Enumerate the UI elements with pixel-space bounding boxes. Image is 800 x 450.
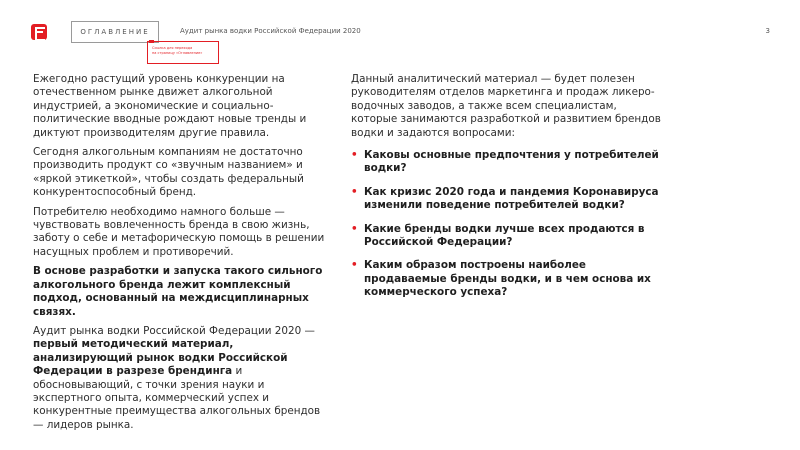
paragraph-2: Сегодня алкогольным компаниям не достаточно производить продукт со «звучным названием» и «яркой этикеткой», чтобы создать федеральный конкурентоспособный бренд.: [33, 146, 304, 199]
paragraph-4-bold: В основе разработки и запуска такого сильного алкогольного бренда лежит комплексный подход, основанный на междисциплинарных связях.: [33, 265, 323, 318]
tooltip-line-2: на страницу «Оглавление»: [152, 51, 203, 55]
bullet-icon: •: [351, 149, 358, 162]
question-item: [351, 149, 661, 176]
toc-tooltip: [147, 41, 219, 64]
right-intro: Данный аналитический материал — будет полезен руководителям отделов маркетинга и продаж ликеро-водочных заводов, а также всем специалистам, которые занимаются разработкой и развитием брендов водки и задаются вопросами:: [351, 73, 661, 139]
paragraph-4: [33, 265, 333, 319]
paragraph-3: Потребителю необходимо намного больше — чувствовать вовлеченность бренда в свою жизнь, заботу о себе и метафорическую помощь в решении насущных проблем и противоречий.: [33, 205, 325, 258]
bullet-icon: •: [351, 222, 358, 235]
toc-button[interactable]: ОГЛАВЛЕНИЕ: [71, 21, 159, 43]
left-column: [33, 73, 333, 438]
question-text: Как кризис 2020 года и пандемия Коронавируса изменили поведение потребителей водки?: [364, 185, 659, 212]
paragraph-5: [33, 325, 333, 432]
question-item: [351, 186, 661, 213]
document-title: Аудит рынка водки Российской Федерации 2020: [180, 27, 361, 35]
bullet-icon: •: [351, 259, 358, 272]
question-item: [351, 259, 661, 299]
paragraph-5-bold: первый методический материал, анализирующий рынок водки Российской Федерации в разрезе брендинга: [33, 338, 288, 378]
question-text: Каким образом построены наиболее продаваемые бренды водки, и в чем основа их коммерческого успеха?: [364, 259, 651, 299]
bullet-icon: •: [351, 185, 358, 198]
paragraph-1: Ежегодно растущий уровень конкуренции на отечественном рынке движет алкогольной индустрией, а экономические и социально-политические вводные рождают новые тренды и диктуют производителям другие правила.: [33, 73, 307, 139]
paragraph-5-end: и обосновывающий, с точки зрения науки и экспертного опыта, коммерческий успех и конкурентные преимущества алкогольных брендов — лидеров рынка.: [33, 365, 321, 431]
paragraph-5-start: Аудит рынка водки Российской Федерации 2020 —: [33, 324, 315, 337]
questions-list: [351, 149, 661, 300]
right-column: [351, 73, 661, 310]
question-text: Какие бренды водки лучше всех продаются в Российской Федерации?: [364, 222, 645, 249]
question-item: [351, 223, 661, 250]
brand-logo-icon: [31, 24, 47, 40]
question-text: Каковы основные предпочтения у потребителей водки?: [364, 149, 659, 175]
page-number: 3: [765, 27, 770, 35]
tooltip-line-1: Ссылка для перехода: [152, 46, 193, 50]
